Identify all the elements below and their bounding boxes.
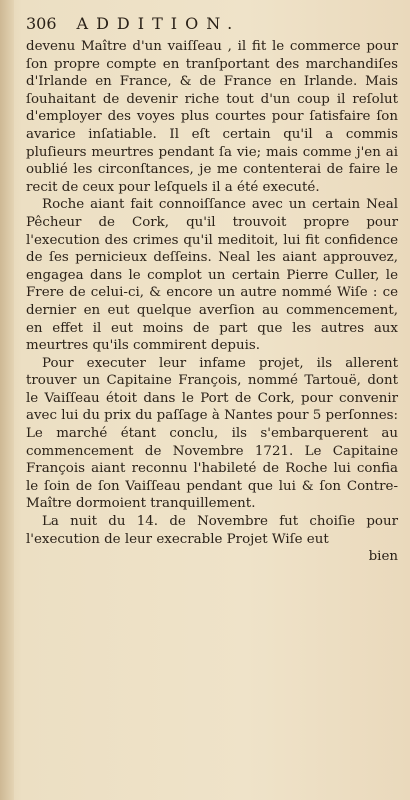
- page-header: [26, 14, 396, 38]
- paragraph-4: La nuit du 14. de Novembre fut choiſie pour l'execution de leur execrable Projet Wiſe eut: [26, 514, 398, 547]
- paragraph-1: devenu Maître d'un vaiſſeau , il fit le commerce pour ſon propre compte en tranſportant des marchandiſes d'Irlande en France, & de France en Irlande. Mais ſouhaitant de devenir riche tout d'un coup il reſolut d'employer des voyes plus courtes pour ſatisfaire ſon avarice inſatiable. Il eſt certain qu'il a commis pluſieurs meurtres pendant ſa vie; mais comme j'en ai oublié les circonſtances, je me contenterai de faire le recit de ceux pour leſquels il a été executé.: [26, 39, 398, 195]
- running-title: ADDITION.: [76, 14, 241, 33]
- paragraph-3: Pour executer leur infame projet, ils allerent trouver un Capitaine François, nommé Tartouë, dont le Vaiſſeau étoit dans le Port de Cork, pour convenir avec lui du prix du paſſage à Nantes pour 5 perſonnes: Le marché étant conclu, ils s'embarquerent au commencement de Novembre 1721. Le Capitaine François aiant reconnu l'habileté de Roche lui confia le ſoin de ſon Vaiſſeau pendant que lui & ſon Contre-Maître dormoient tranquillement.: [26, 355, 399, 512]
- catchword: bien: [368, 549, 398, 565]
- paragraph-2: Roche aiant fait connoiſſance avec un certain Neal Pêcheur de Cork, qu'il trouvoit propre pour l'execution des crimes qu'il meditoit, lui fit confidence de ſes pernicieux deſſeins. Neal les aiant approuvez, engagea dans le complot un certain Pierre Culler, le Frere de celui-ci, & encore un autre nommé Wiſe : ce dernier en eut quelque averſion au commencement, en effet il eut moins de part que les autres aux meurtres qu'ils commirent depuis.: [26, 197, 398, 354]
- body-text: [26, 38, 398, 548]
- page-number: 306: [26, 14, 57, 33]
- page-gutter: [0, 0, 14, 800]
